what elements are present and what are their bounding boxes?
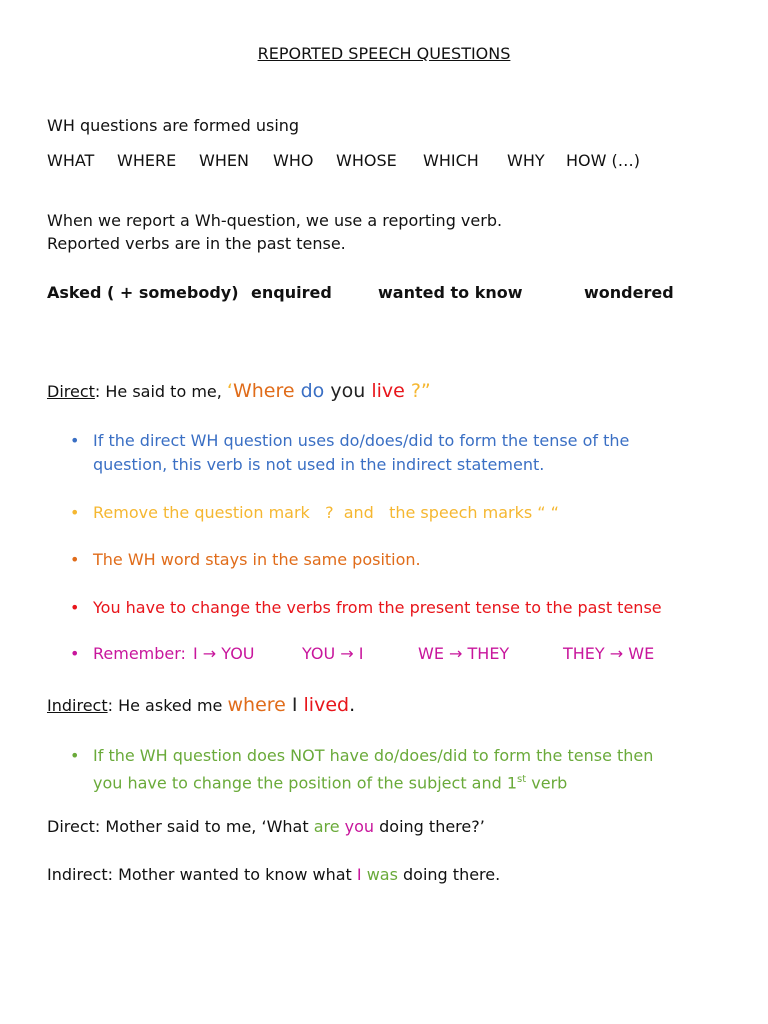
page-title: REPORTED SPEECH QUESTIONS: [257, 44, 511, 63]
bullet-dot: •: [70, 644, 80, 663]
indirect-text: : He asked me: [107, 696, 228, 715]
word-i: I: [356, 865, 362, 884]
reporting-verb: enquired: [251, 283, 332, 302]
bullet-text: [93, 744, 653, 795]
word-was: was: [366, 865, 398, 884]
word-live: live: [371, 380, 405, 402]
remember-label: Remember:: [93, 644, 186, 663]
indirect2-tail: doing there.: [397, 865, 501, 884]
word-do: do: [300, 380, 325, 402]
wh-word: WHOSE: [336, 151, 397, 170]
intro-line: WH questions are formed using: [47, 116, 300, 135]
bullet-line-part: you have to change the position of the subject and 1: [93, 773, 518, 793]
wh-word: WHICH: [423, 151, 479, 170]
pronoun-rule: THEY → WE: [563, 644, 655, 663]
bullet-text: The WH word stays in the same position.: [93, 550, 421, 569]
bullet-line: [93, 768, 653, 795]
direct-label: Direct: [47, 382, 95, 401]
wh-word: WHERE: [117, 151, 177, 170]
reporting-verb: wondered: [584, 283, 674, 302]
bullet-line-part: verb: [526, 773, 568, 793]
bullet-line: If the direct WH question uses do/does/did to form the tense of the: [93, 431, 630, 450]
bullet-dot: •: [70, 550, 80, 569]
wh-word: HOW (…): [566, 151, 641, 170]
word-lived: lived: [303, 694, 350, 716]
bullet-text: Remove the question mark ? and the speech marks “ “: [93, 503, 559, 522]
word-you: you: [324, 380, 372, 402]
bullet-text: You have to change the verbs from the present tense to the past tense: [93, 598, 662, 617]
direct-example-1: [47, 381, 431, 403]
bullet-text: [93, 429, 629, 477]
pronoun-rule: WE → THEY: [418, 644, 510, 663]
indirect-label: Indirect: [47, 696, 108, 715]
wh-word: WHEN: [199, 151, 249, 170]
report-line-2: Reported verbs are in the past tense.: [47, 234, 346, 253]
indirect2-text: Indirect: Mother wanted to know what: [47, 865, 357, 884]
wh-word: WHO: [273, 151, 314, 170]
quote-close: ?”: [404, 380, 431, 402]
direct-example-2: [47, 818, 485, 836]
word-are: are: [313, 817, 340, 836]
superscript: st: [517, 774, 527, 785]
word-you: you: [344, 817, 375, 836]
direct2-text: Direct: Mother said to me, ‘What: [47, 817, 314, 836]
reporting-verb: wanted to know: [378, 283, 523, 302]
full-stop: .: [349, 694, 356, 716]
wh-word: WHY: [507, 151, 545, 170]
bullet-line: If the WH question does NOT have do/does/did to form the tense then: [93, 746, 654, 765]
bullet-dot: •: [70, 746, 80, 765]
wh-word: WHAT: [47, 151, 95, 170]
report-line-1: When we report a Wh-question, we use a reporting verb.: [47, 211, 503, 230]
bullet-line: question, this verb is not used in the indirect statement.: [93, 455, 545, 474]
direct-text: : He said to me,: [94, 382, 227, 401]
bullet-dot: •: [70, 431, 80, 450]
direct2-tail: doing there?’: [374, 817, 485, 836]
word-where: Where: [232, 380, 301, 402]
quote-open: ‘: [226, 380, 233, 402]
indirect-example-1: [47, 695, 355, 717]
bullet-dot: •: [70, 598, 80, 617]
reporting-verb: Asked ( + somebody): [47, 283, 239, 302]
pronoun-rule: YOU → I: [302, 644, 364, 663]
indirect-example-2: [47, 866, 500, 884]
bullet-dot: •: [70, 503, 80, 522]
word-i: I: [285, 694, 304, 716]
word-where: where: [227, 694, 286, 716]
pronoun-rule: I → YOU: [193, 644, 255, 663]
